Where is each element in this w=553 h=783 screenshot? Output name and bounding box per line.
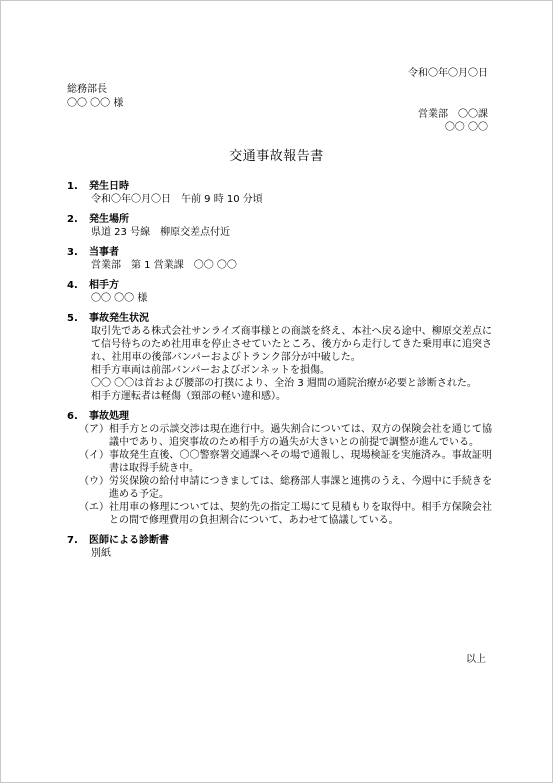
- closing-remark: 以上: [466, 654, 486, 665]
- sender-name: 〇〇 〇〇: [444, 122, 488, 133]
- section-other-party: [67, 279, 492, 305]
- section-occurrence-place: [67, 213, 492, 239]
- section-occurrence-datetime: [67, 180, 492, 206]
- list-item: （イ） 事故発生直後、〇〇警察署交通課へその場で通報し、現場検証を実施済み。事故証明書は取得手続き中。: [79, 450, 492, 474]
- section-text: 営業部 第 1 営業課 〇〇 〇〇: [91, 260, 237, 271]
- section-heading: 7. 医師による診断書: [67, 535, 169, 546]
- section-medical-certificate: [67, 534, 492, 560]
- document-title: 交通事故報告書: [229, 149, 324, 164]
- report-body: [67, 180, 492, 567]
- section-heading: 1. 発生日時: [67, 181, 129, 192]
- section-text: 県道 23 号線 柳原交差点付近: [91, 227, 231, 238]
- list-item: （エ） 社用車の修理については、契約先の指定工場にて見積もりを取得中。相手方保険会社との間で修理費用の負担割合について、あわせて協議している。: [79, 502, 492, 526]
- section-heading: 4. 相手方: [67, 280, 119, 291]
- report-date: 令和〇年〇月〇日: [408, 68, 488, 79]
- section-text: 取引先である株式会社サンライズ商事様との商談を終え、本社へ戻る途中、柳原交差点にて信号待ちのため社用車を停止させていたところ、後方から走行してきた乗用車に追突され、社用車の後部バンパーおよびトランク部分が中破した。: [91, 326, 492, 363]
- sender-department: 営業部 〇〇課: [418, 109, 488, 120]
- section-text: 〇〇 〇〇 様: [91, 293, 148, 304]
- section-accident-handling: [67, 410, 492, 527]
- section-heading: 5. 事故発生状況: [67, 313, 149, 324]
- section-text: 〇〇 〇〇は首および腰部の打撲により、全治 3 週間の通院治療が必要と診断された。: [91, 378, 477, 389]
- section-text: 相手方車両は前部バンパーおよびボンネットを損傷。: [91, 365, 330, 376]
- section-text: 別紙: [91, 548, 111, 559]
- section-heading: 6. 事故処理: [67, 411, 129, 422]
- recipient-department: 総務部長: [67, 84, 107, 95]
- section-heading: 3. 当事者: [67, 247, 119, 258]
- section-text: 令和〇年〇月〇日 午前 9 時 10 分頃: [91, 194, 263, 205]
- section-party-involved: [67, 246, 492, 272]
- section-text: 相手方運転者は軽傷（頸部の軽い違和感）。: [91, 391, 286, 402]
- list-item: （ア） 相手方との示談交渉は現在進行中。過失割合については、双方の保険会社を通じて協議中であり、追突事故のため相手方の過失が大きいとの前提で調整が進んでいる。: [79, 424, 492, 448]
- section-accident-circumstances: [67, 312, 492, 403]
- recipient-name: 〇〇 〇〇 様: [67, 98, 124, 109]
- section-heading: 2. 発生場所: [67, 214, 129, 225]
- list-item: （ウ） 労災保険の給付申請につきましては、総務部人事課と連携のうえ、今週中に手続きを進める予定。: [79, 476, 492, 500]
